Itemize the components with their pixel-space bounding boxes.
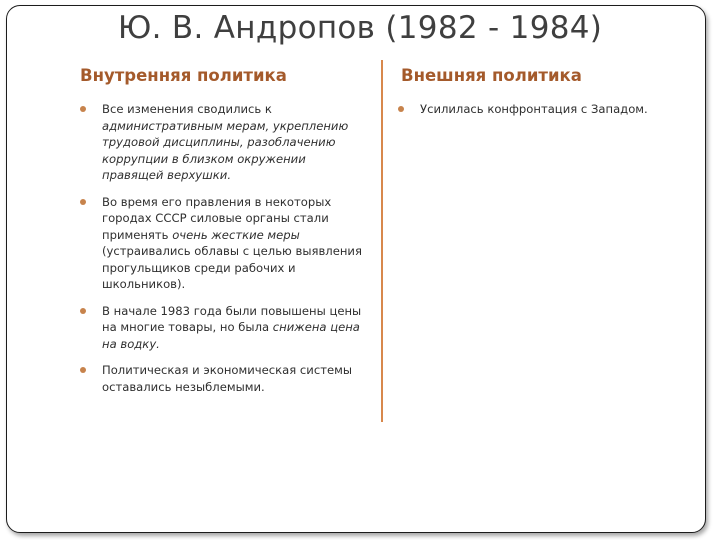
item-text: Политическая и экономическая системы оставались незыблемыми. xyxy=(102,363,352,394)
item-text: Во время его правления в некоторых городах СССР силовые органы стали применять xyxy=(102,194,332,242)
foreign-policy-list xyxy=(398,101,698,128)
item-text: В начале 1983 года были повышены цены на многие товары, но была xyxy=(102,303,362,334)
bullet-icon xyxy=(80,106,86,112)
slide-title: Ю. В. Андропов (1982 - 1984) xyxy=(117,10,603,46)
bullet-icon xyxy=(398,106,404,112)
list-item xyxy=(80,101,365,184)
item-text: (устраивались облавы с целью выявления прогульщиков среди рабочих и школьников). xyxy=(102,244,362,291)
list-item xyxy=(80,362,365,395)
bullet-icon xyxy=(80,367,86,373)
list-item xyxy=(80,303,365,353)
item-text-emphasis: административным мерам, укреплению трудовой дисциплины, разоблачению коррупции в близком окружении правящей верхушки. xyxy=(102,118,349,182)
list-item xyxy=(80,194,365,293)
bullet-icon xyxy=(80,308,86,314)
list-item xyxy=(398,101,698,118)
column-divider xyxy=(381,60,383,422)
item-text-emphasis: снижена цена на водку. xyxy=(102,320,360,351)
bullet-icon xyxy=(80,199,86,205)
domestic-policy-heading: Внутренняя политика xyxy=(80,66,287,85)
item-text: Все изменения сводились к xyxy=(102,102,272,116)
foreign-policy-heading: Внешняя политика xyxy=(401,66,582,85)
item-text-emphasis: очень жесткие меры xyxy=(172,227,300,242)
item-text: Усилилась конфронтация с Западом. xyxy=(420,102,648,116)
domestic-policy-list xyxy=(80,101,365,405)
